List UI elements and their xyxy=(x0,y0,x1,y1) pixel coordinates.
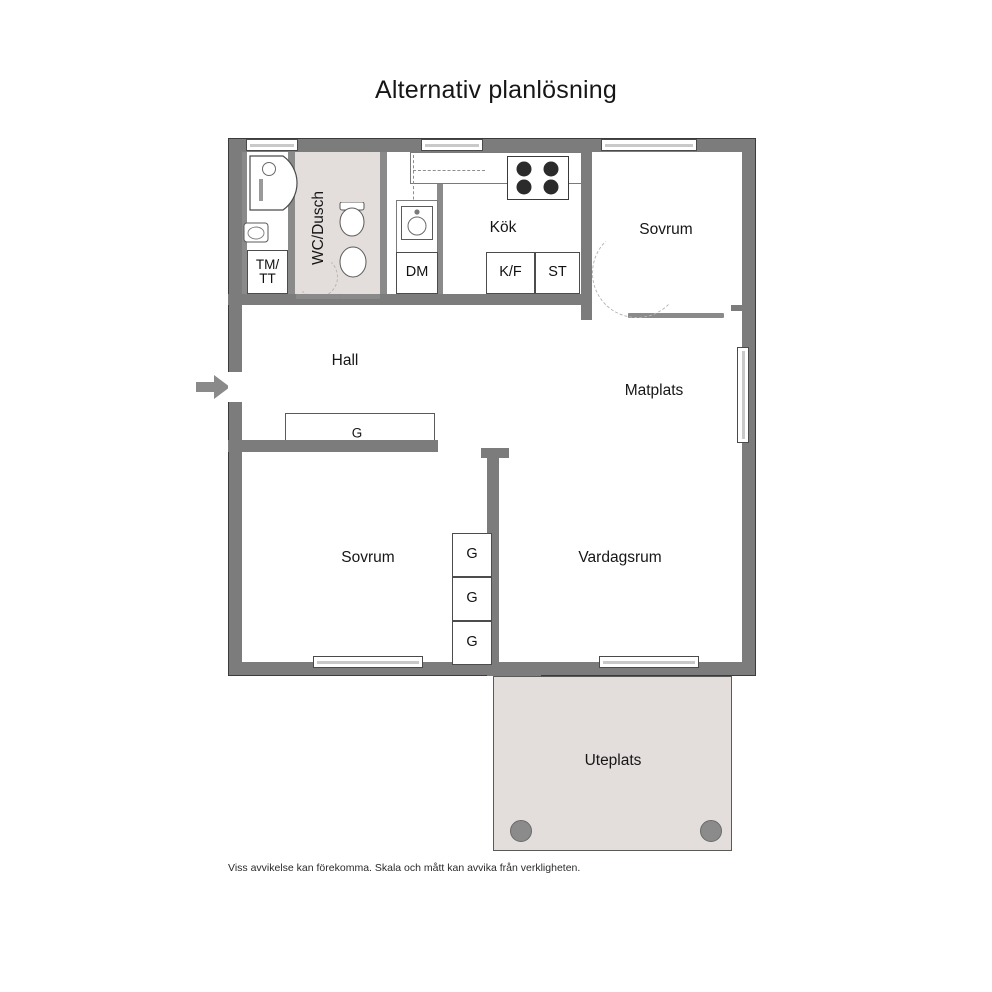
terrace-post-icon xyxy=(700,820,722,842)
interior-wall-kitchen-south xyxy=(460,294,592,305)
fixture-label-garderob-mitt-1: G xyxy=(452,533,492,577)
toilet-icon xyxy=(335,202,369,238)
room-label-hall: Hall xyxy=(331,352,359,369)
kitchen-sink-icon xyxy=(401,206,433,240)
tm-tt-line2: TT xyxy=(259,271,276,286)
window-pane xyxy=(250,144,294,147)
toilet-seat-icon xyxy=(338,246,368,278)
fixture-label-dm: DM xyxy=(396,252,438,294)
window-north-bedroom xyxy=(601,139,697,151)
fixture-label-garderob-mitt-2: G xyxy=(452,577,492,621)
fixture-label-kf: K/F xyxy=(486,252,535,294)
door-arc-sovrum-nordost xyxy=(592,228,682,318)
page-title: Alternativ planlösning xyxy=(374,76,618,104)
shower-icon xyxy=(249,155,311,217)
terrace-post-icon xyxy=(510,820,532,842)
room-label-vardagsrum: Vardagsrum xyxy=(578,549,662,566)
room-label-wc-dusch: WC/Dusch xyxy=(310,190,327,266)
room-label-sovrum-nordost: Sovrum xyxy=(639,221,693,238)
window-pane xyxy=(742,351,745,439)
window-east-matplats xyxy=(737,347,749,443)
window-north-kitchen xyxy=(421,139,483,151)
washbasin-icon xyxy=(243,222,271,244)
room-label-uteplats: Uteplats xyxy=(584,752,642,769)
fixture-label-st: ST xyxy=(535,252,580,294)
stove-icon xyxy=(507,156,569,200)
interior-wall-hall-south xyxy=(228,440,438,452)
door-leaf-wc xyxy=(296,294,340,299)
window-pane xyxy=(605,144,693,147)
window-pane xyxy=(603,661,695,664)
window-south-bedroom xyxy=(313,656,423,668)
window-south-vardagsrum xyxy=(599,656,699,668)
window-north-bath xyxy=(246,139,298,151)
fixture-label-garderob-mitt-3: G xyxy=(452,621,492,665)
room-label-sovrum-sydvast: Sovrum xyxy=(341,549,395,566)
fixture-label-tm-tt xyxy=(247,250,288,294)
interior-wall-south-stub xyxy=(499,662,541,676)
room-label-kok: Kök xyxy=(489,219,517,236)
interior-wall-bedroom-south xyxy=(731,305,742,311)
partition-wc-east xyxy=(380,152,387,294)
disclaimer-text: Viss avvikelse kan förekomma. Skala och mått kan avvika från verkligheten. xyxy=(228,862,581,874)
interior-wall-bedroom-west xyxy=(581,148,592,320)
door-arc-wc xyxy=(296,256,338,298)
door-leaf-bath xyxy=(340,294,380,299)
room-label-matplats: Matplats xyxy=(624,382,684,399)
window-pane xyxy=(317,661,419,664)
interior-wall-center-head xyxy=(481,448,509,458)
window-pane xyxy=(425,144,479,147)
entry-arrow-icon xyxy=(196,375,232,399)
fixture-label-garderob-hall: G xyxy=(351,425,363,441)
tm-tt-line1: TM/ xyxy=(255,256,280,272)
kitchen-counter-dashed-edge xyxy=(413,170,485,171)
entry-door-gap xyxy=(228,372,242,402)
